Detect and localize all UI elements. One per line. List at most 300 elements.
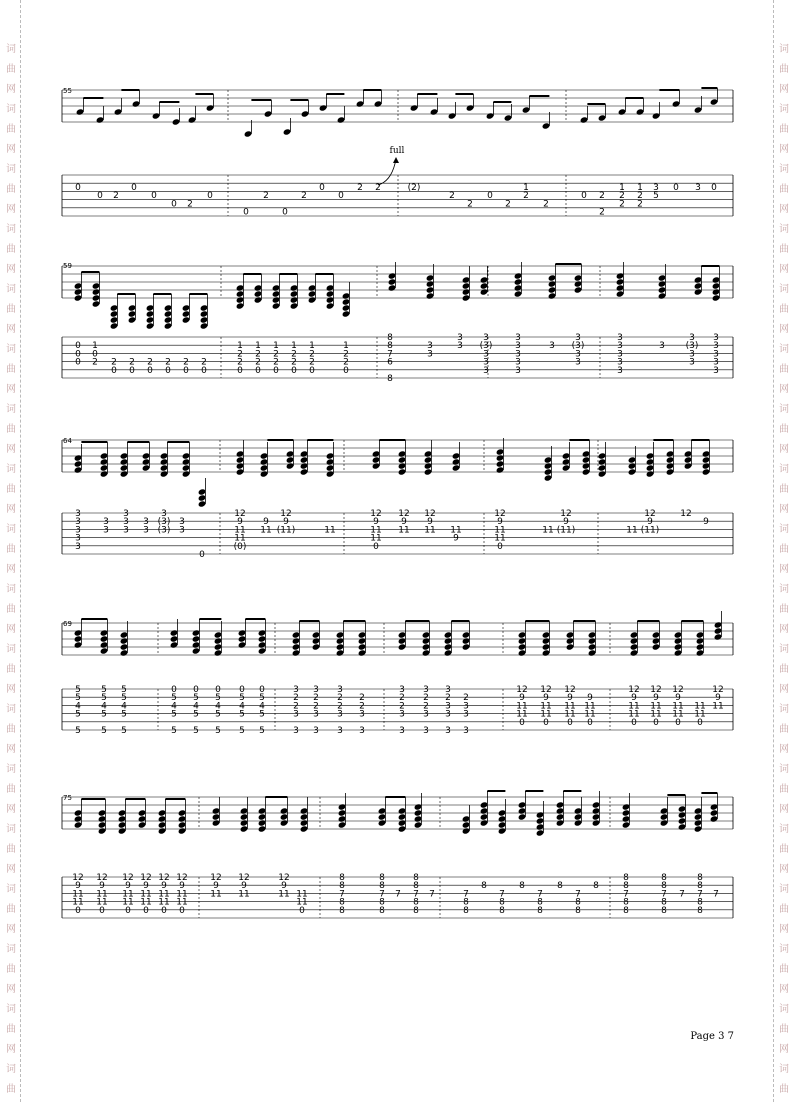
tab-fret-number: 8 (387, 333, 393, 343)
tab-fret-number: 12 (96, 873, 108, 883)
tab-fret-number: 0 (343, 365, 349, 376)
notehead (236, 450, 245, 457)
tab-fret-number: 3 (445, 701, 451, 712)
tab-fret-number: 7 (499, 889, 505, 900)
notehead (678, 805, 687, 812)
tab-fret-number: 11 (140, 897, 152, 908)
notehead (236, 462, 245, 469)
tab-fret-number: 11 (72, 897, 84, 908)
tab-fret-number: 9 (427, 517, 433, 528)
tab-fret-number: 0 (587, 717, 593, 728)
notehead (630, 637, 639, 644)
notehead (544, 462, 553, 469)
notehead (142, 452, 151, 459)
notehead (236, 468, 245, 475)
notehead (622, 815, 631, 822)
tab-fret-number: 9 (631, 693, 637, 704)
notehead (498, 815, 507, 822)
tab-fret-number: 3 (713, 365, 719, 376)
tab-fret-number: 4 (75, 701, 81, 712)
tab-fret-number: 2 (187, 199, 193, 210)
tab-fret-number: 7 (387, 349, 393, 360)
tab-fret-number: 12 (398, 509, 410, 519)
watermark-glyph: 词 (6, 224, 16, 235)
tab-fret-number: 1 (273, 341, 279, 352)
tab-fret-number: 5 (239, 693, 245, 704)
notehead (574, 813, 583, 820)
notehead (452, 452, 461, 459)
tab-fret-number: 3 (337, 709, 343, 720)
tab-fret-number: 8 (697, 897, 703, 908)
notehead (574, 274, 583, 281)
tab-fret-number: 3 (457, 341, 463, 352)
tab-fret-number: 5 (75, 685, 81, 695)
tab-fret-number: 9 (125, 881, 131, 892)
watermark-glyph: 词 (6, 944, 16, 955)
notehead (372, 456, 381, 463)
watermark-glyph: 词 (6, 704, 16, 715)
notehead (588, 643, 597, 650)
watermark-glyph: 曲 (779, 784, 789, 795)
notehead (378, 813, 387, 820)
measure-number: 55 (63, 87, 72, 95)
notehead (684, 462, 693, 469)
tab-fret-number: 8 (575, 905, 581, 916)
notehead (214, 643, 223, 650)
notehead (548, 274, 557, 281)
tab-fret-number: 3 (313, 709, 319, 720)
tab-fret-number: 9 (237, 517, 243, 528)
tab-fret-number: 11 (424, 525, 436, 536)
watermark-glyph: 网 (6, 684, 16, 695)
notehead (598, 470, 607, 477)
watermark-glyph: 词 (779, 1004, 789, 1015)
notehead (660, 807, 669, 814)
watermark-glyph: 词 (6, 1064, 16, 1075)
notehead (462, 821, 471, 828)
tab-fret-number: 8 (379, 905, 385, 916)
notehead (76, 108, 85, 115)
tab-fret-number: 11 (650, 701, 662, 712)
tab-fret-number: 1 (291, 341, 297, 352)
notehead (74, 635, 83, 642)
tab-fret-number: 0 (165, 365, 171, 376)
notehead (514, 278, 523, 285)
notehead (164, 322, 173, 329)
notehead (110, 304, 119, 311)
notehead (114, 108, 123, 115)
tab-fret-number: 2 (359, 693, 365, 704)
notehead (178, 827, 187, 834)
tab-fret-number: 8 (339, 905, 345, 916)
tab-fret-number: 12 (280, 509, 292, 519)
notehead (118, 821, 127, 828)
notehead (666, 456, 675, 463)
notehead (358, 631, 367, 638)
watermark-glyph: 网 (779, 744, 789, 755)
notehead (696, 643, 705, 650)
page-number: Page 3 7 (690, 1031, 734, 1042)
watermark-glyph: 网 (779, 444, 789, 455)
tab-fret-number: 11 (96, 897, 108, 908)
watermark-glyph: 网 (779, 264, 789, 275)
notehead (462, 294, 471, 301)
notehead (694, 276, 703, 283)
notehead (188, 116, 197, 123)
notehead (598, 458, 607, 465)
notehead (496, 466, 505, 473)
tab-fret-number: 3 (75, 517, 81, 528)
notehead (536, 817, 545, 824)
tab-fret-number: 5 (75, 693, 81, 704)
tab-fret-number: 3 (713, 349, 719, 360)
tab-fret-number: 2 (637, 199, 643, 210)
tab-fret-number: 11 (278, 889, 290, 900)
notehead (238, 641, 247, 648)
watermark-glyph: 曲 (779, 1084, 789, 1095)
tab-fret-number: 5 (193, 693, 199, 704)
tab-fret-number: 11 (516, 709, 528, 720)
notehead (146, 310, 155, 317)
notehead (660, 813, 669, 820)
tab-fret-number: 9 (715, 693, 721, 704)
notehead (182, 470, 191, 477)
notehead (674, 637, 683, 644)
tab-fret-number: 3 (143, 517, 149, 528)
notehead (536, 811, 545, 818)
tab-fret-number: 11 (542, 525, 554, 536)
tab-fret-number: 12 (370, 509, 382, 519)
notehead (142, 464, 151, 471)
tab-fret-number: 3 (575, 349, 581, 360)
notehead (272, 284, 281, 291)
notehead (74, 821, 83, 828)
notehead (422, 631, 431, 638)
tab-fret-number: 7 (623, 889, 629, 900)
tab-fret-number: 2 (263, 191, 269, 202)
tab-fret-number: 2 (445, 693, 451, 704)
notehead (480, 288, 489, 295)
watermark-glyph: 曲 (779, 1024, 789, 1035)
notehead (702, 450, 711, 457)
tab-fret-number: 3 (445, 726, 451, 736)
notehead (178, 809, 187, 816)
notehead (120, 458, 129, 465)
tab-fret-number: 12 (158, 873, 170, 883)
tab-fret-number: 3 (457, 333, 463, 343)
notehead (158, 821, 167, 828)
notehead (92, 282, 101, 289)
notehead (388, 284, 397, 291)
notehead (338, 815, 347, 822)
tab-fret-number: 9 (143, 881, 149, 892)
notehead (258, 635, 267, 642)
tab-fret-number: 2 (237, 349, 243, 360)
tab-fret-number: 0 (161, 905, 167, 916)
notehead (518, 631, 527, 638)
notehead (574, 819, 583, 826)
notehead (312, 631, 321, 638)
notehead (260, 464, 269, 471)
notehead (308, 290, 317, 297)
tab-fret-number: 8 (413, 873, 419, 883)
notehead (214, 637, 223, 644)
tab-fret-number: 11 (234, 533, 246, 544)
notehead (128, 310, 137, 317)
notehead (192, 647, 201, 654)
notehead (556, 807, 565, 814)
notehead (254, 290, 263, 297)
tab-fret-number: 5 (259, 693, 265, 704)
tab-fret-number: 0 (171, 199, 177, 210)
notehead (200, 304, 209, 311)
notehead (236, 456, 245, 463)
notehead (672, 100, 681, 107)
notehead (212, 819, 221, 826)
notehead (714, 627, 723, 634)
tab-fret-number: 11 (628, 701, 640, 712)
measure-number: 69 (63, 620, 72, 628)
tab-fret-number: 3 (313, 685, 319, 695)
notehead (660, 819, 669, 826)
watermark-glyph: 网 (6, 804, 16, 815)
watermark-glyph: 词 (6, 284, 16, 295)
notehead (588, 631, 597, 638)
tab-fret-number: 0 (75, 357, 81, 368)
tab-fret-number: 3 (293, 685, 299, 695)
notehead (556, 801, 565, 808)
tab-fret-number: 3 (515, 333, 521, 343)
notehead (536, 829, 545, 836)
notehead (712, 294, 721, 301)
notehead (110, 322, 119, 329)
notehead (192, 629, 201, 636)
tab-fret-number: 2 (255, 349, 261, 360)
tab-fret-number: 11 (210, 889, 222, 900)
notehead (630, 643, 639, 650)
tab-fret-number: 3 (313, 726, 319, 736)
notehead (240, 813, 249, 820)
watermark-glyph: 词 (779, 884, 789, 895)
tab-fret-number: 9 (453, 533, 459, 544)
notehead (618, 108, 627, 115)
notehead (358, 649, 367, 656)
watermark-glyph: 曲 (6, 124, 16, 135)
tab-fret-number: 2 (543, 199, 549, 210)
notehead (290, 284, 299, 291)
tab-fret-number: 2 (113, 191, 119, 202)
notehead (98, 815, 107, 822)
tab-fret-number: 0 (143, 905, 149, 916)
tab-fret-number: 9 (75, 881, 81, 892)
watermark-glyph: 曲 (6, 784, 16, 795)
tab-fret-number: 3 (179, 525, 185, 536)
tab-fret-number: 12 (680, 509, 692, 519)
notehead (280, 807, 289, 814)
tab-fret-number: 8 (537, 897, 543, 908)
notehead (120, 452, 129, 459)
tab-fret-number: 8 (575, 897, 581, 908)
tab-fret-number: 3 (179, 517, 185, 528)
notehead (292, 637, 301, 644)
notehead (260, 470, 269, 477)
watermark-glyph: 词 (6, 764, 16, 775)
notehead (702, 462, 711, 469)
watermark-glyph: 曲 (779, 844, 789, 855)
notehead (118, 827, 127, 834)
tab-fret-number: 8 (537, 905, 543, 916)
notehead (658, 274, 667, 281)
notehead (674, 631, 683, 638)
notehead (696, 631, 705, 638)
watermark-glyph: 曲 (779, 244, 789, 255)
tab-fret-number: 8 (481, 881, 487, 892)
notehead (542, 643, 551, 650)
notehead (236, 302, 245, 309)
watermark-glyph: 曲 (6, 484, 16, 495)
notehead (652, 631, 661, 638)
tab-fret-number: (11) (640, 525, 660, 536)
notehead (260, 458, 269, 465)
tab-fret-number: 1 (619, 183, 625, 193)
notehead (172, 118, 181, 125)
tab-fret-number: 3 (445, 685, 451, 695)
tab-fret-number: 4 (121, 701, 127, 712)
notehead (301, 110, 310, 117)
tab-fret-number: 7 (713, 889, 719, 900)
tab-fret-number: 1 (92, 341, 98, 352)
tab-fret-number: 11 (694, 701, 706, 712)
notehead (236, 296, 245, 303)
notehead (337, 116, 346, 123)
notehead (182, 304, 191, 311)
watermark-glyph: 词 (6, 104, 16, 115)
notehead (548, 280, 557, 287)
tab-fret-number: 12 (564, 685, 576, 695)
tab-fret-number: 9 (263, 517, 269, 528)
notehead (342, 292, 351, 299)
notehead (480, 819, 489, 826)
notehead (378, 807, 387, 814)
tab-fret-number: 9 (179, 881, 185, 892)
tab-fret-number: 3 (617, 349, 623, 360)
notehead (142, 458, 151, 465)
notehead (264, 110, 273, 117)
notehead (424, 456, 433, 463)
tab-fret-number: 2 (92, 357, 98, 368)
notehead (258, 813, 267, 820)
tab-fret-number: 5 (193, 709, 199, 720)
tab-fret-number: 8 (661, 873, 667, 883)
notehead (336, 649, 345, 656)
notehead (542, 649, 551, 656)
notehead (92, 288, 101, 295)
notehead (710, 98, 719, 105)
tab-fret-number: 0 (519, 717, 525, 728)
notehead (292, 643, 301, 650)
tab-fret-number: 5 (121, 693, 127, 704)
tab-fret-number: 12 (210, 873, 222, 883)
tab-fret-number: 3 (427, 349, 433, 360)
tab-fret-number: 2 (599, 207, 605, 218)
notehead (616, 278, 625, 285)
tab-fret-number: 0 (697, 717, 703, 728)
notehead (336, 631, 345, 638)
tab-fret-number: 12 (140, 873, 152, 883)
notehead (556, 819, 565, 826)
tab-fret-number: 2 (423, 693, 429, 704)
tab-fret-number: 5 (259, 709, 265, 720)
tab-fret-number: 1 (255, 341, 261, 352)
watermark-glyph: 曲 (6, 424, 16, 435)
notehead (592, 813, 601, 820)
notehead (424, 450, 433, 457)
tab-fret-number: 7 (395, 889, 401, 900)
tab-fret-number: 11 (694, 709, 706, 720)
watermark-glyph: 词 (779, 764, 789, 775)
tab-fret-number: 11 (584, 701, 596, 712)
watermark-glyph: 曲 (6, 664, 16, 675)
tab-fret-number: 11 (626, 525, 638, 536)
notehead (308, 296, 317, 303)
tab-fret-number: 11 (712, 701, 724, 712)
tab-fret-number: 3 (689, 357, 695, 368)
notehead (100, 464, 109, 471)
notehead (100, 470, 109, 477)
notehead (548, 292, 557, 299)
tab-fret-number: 11 (324, 525, 336, 536)
notehead (652, 643, 661, 650)
notehead (498, 827, 507, 834)
tab-fret-number: 3 (399, 685, 405, 695)
watermark-glyph: 词 (6, 464, 16, 475)
tab-fret-number: 2 (293, 693, 299, 704)
watermark-glyph: 曲 (779, 484, 789, 495)
tab-fret-number: 12 (650, 685, 662, 695)
notehead (132, 100, 141, 107)
watermark-glyph: 词 (6, 824, 16, 835)
tab-fret-number: 9 (675, 693, 681, 704)
tab-fret-number: 3 (337, 685, 343, 695)
notehead (238, 635, 247, 642)
notehead (212, 807, 221, 814)
tab-fret-number: 2 (619, 199, 625, 210)
watermark-glyph: 词 (779, 464, 789, 475)
notehead (158, 809, 167, 816)
notehead (424, 468, 433, 475)
tab-fret-number: 8 (623, 881, 629, 892)
tab-fret-number: 2 (637, 191, 643, 202)
tab-fret-number: 2 (423, 701, 429, 712)
watermark-glyph: 网 (779, 864, 789, 875)
watermark-glyph: 词 (779, 824, 789, 835)
notehead (254, 284, 263, 291)
tab-fret-number: 9 (401, 517, 407, 528)
notehead (518, 807, 527, 814)
notehead (178, 821, 187, 828)
watermark-glyph: 网 (779, 1044, 789, 1055)
notehead (622, 821, 631, 828)
notehead (192, 635, 201, 642)
notehead (374, 100, 383, 107)
tab-fret-number: 6 (387, 357, 393, 368)
tab-fret-number: 9 (213, 881, 219, 892)
notehead (646, 452, 655, 459)
tab-fret-number: 2 (357, 183, 363, 193)
tab-fret-number: 3 (689, 349, 695, 360)
notehead (300, 468, 309, 475)
watermark-glyph: 词 (779, 704, 789, 715)
